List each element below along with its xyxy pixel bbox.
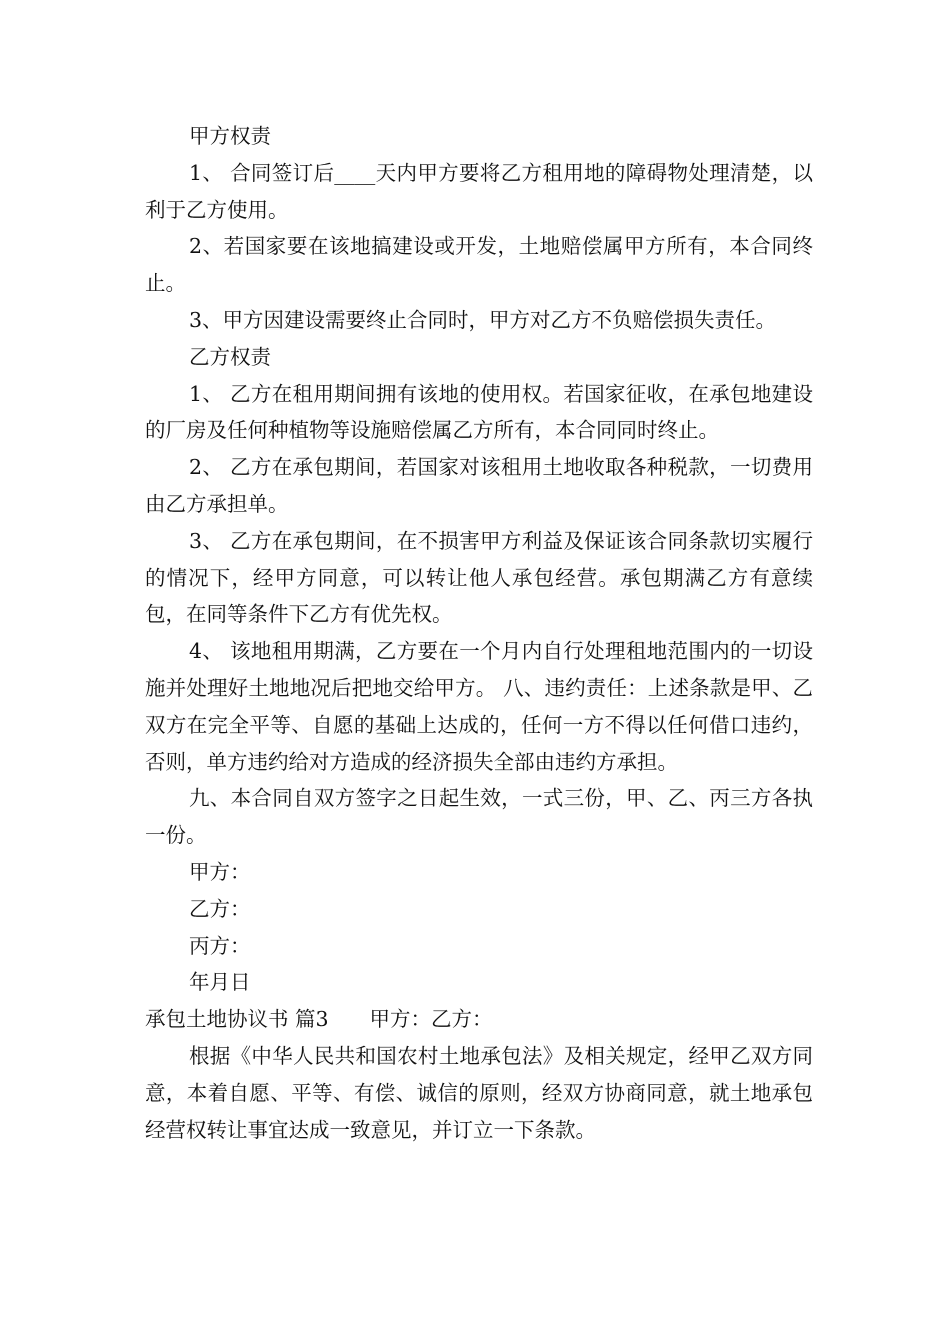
party-a-clause-1: 1、 合同签订后____天内甲方要将乙方租用地的障碍物处理清楚，以利于乙方使用。 [145,160,813,222]
party-a-clause-3: 3、甲方因建设需要终止合同时，甲方对乙方不负赔偿损失责任。 [189,307,777,332]
signature-date: 年月日 [189,970,251,995]
party-b-clause-1: 1、 乙方在租用期间拥有该地的使用权。若国家征收，在承包地建设的厂房及任何种植物等设施赔偿属乙方所有，本合同同时终止。 [145,381,813,443]
agreement-title: 承包土地协议书 篇3 甲方：乙方： [145,1007,493,1032]
signature-party-a: 甲方： [189,859,251,884]
signature-party-c: 丙方： [189,933,251,958]
party-b-clause-2: 2、 乙方在承包期间，若国家对该租用土地收取各种税款，一切费用由乙方承担单。 [145,455,813,516]
agreement-preamble: 根据《中华人民共和国农村土地承包法》及相关规定，经甲乙双方同意，本着自愿、平等、有偿、诚信的原则，经双方协商同意，就土地承包经营权转让事宜达成一致意见，并订立一下条款。 [145,1043,813,1142]
party-b-clause-4: 4、 该地租用期满，乙方要在一个月内自行处理租地范围内的一切设施并处理好土地地况后把地交给甲方。 八、违约责任：上述条款是甲、乙双方在完全平等、自愿的基础上达成的，任何一方不得以任何借口违约，否则，单方违约给对方造成的经济损失全部由违约方承担。 [145,639,813,774]
party-b-clause-3: 3、 乙方在承包期间，在不损害甲方利益及保证该合同条款切实履行的情况下，经甲方同意，可以转让他人承包经营。承包期满乙方有意续包，在同等条件下乙方有优先权。 [145,528,813,627]
clause-nine: 九、本合同自双方签字之日起生效，一式三份，甲、乙、丙三方各执一份。 [145,786,813,848]
party-a-clause-2: 2、若国家要在该地搞建设或开发，土地赔偿属甲方所有，本合同终止。 [145,234,813,296]
section-heading-party-b: 乙方权责 [189,344,271,369]
document-body [145,118,813,1148]
signature-party-b: 乙方： [189,896,251,921]
section-heading-party-a: 甲方权责 [189,124,271,148]
